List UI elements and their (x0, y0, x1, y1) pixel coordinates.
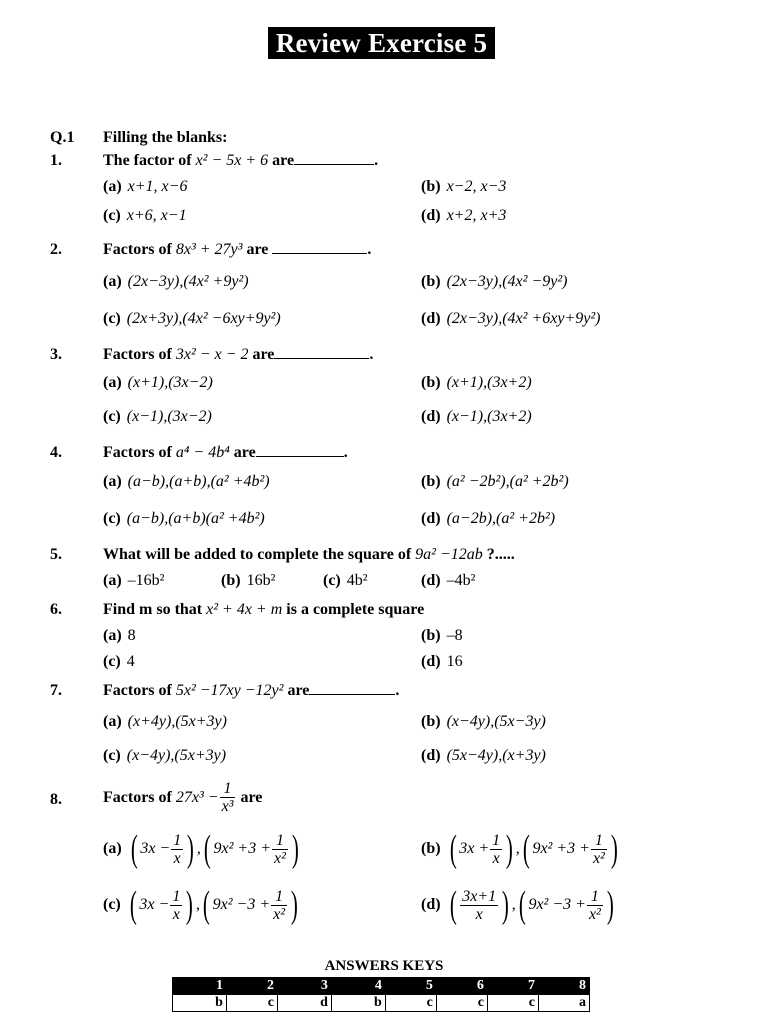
question-prefix: Factors of (103, 241, 172, 258)
option-a (103, 273, 249, 291)
question-tail: . (343, 444, 348, 461)
option-b (421, 273, 567, 291)
answer-keys-header-row (173, 978, 590, 995)
answer-blank (294, 153, 374, 165)
option-text: (x+1),(3x+2) (446, 374, 532, 391)
option-a (103, 572, 164, 590)
option-text: (a−b),(a+b)(a² +4b²) (126, 510, 265, 527)
question-number: 7. (50, 682, 62, 699)
option-c (103, 653, 135, 671)
key-number: 1 (173, 978, 227, 995)
option-label: (c) (103, 653, 121, 670)
option-text: (2x+3y),(4x² −6xy+9y²) (126, 310, 281, 327)
option-text: –4b² (446, 572, 476, 589)
question-prefix: Factors of (103, 346, 172, 363)
question-prefix: Find m so that (103, 601, 203, 618)
question-expression: 5x² −17xy −12y² (175, 682, 284, 699)
option-text: (a−b),(a+b),(a² +4b²) (127, 473, 270, 490)
option-label: (b) (221, 572, 241, 589)
option-text: x−2, x−3 (446, 178, 507, 195)
option-text: (2x−3y),(4x² +6xy+9y²) (446, 310, 601, 327)
question-tail: . (374, 152, 379, 169)
option-c (103, 408, 212, 426)
option-label: (b) (421, 840, 441, 857)
option-text: 4b² (346, 572, 368, 589)
question-number: 3. (50, 346, 62, 363)
answer-blank (309, 683, 395, 695)
option-label: (a) (103, 273, 122, 290)
question-suffix: is a complete square (286, 601, 425, 618)
option-label: (d) (421, 207, 441, 224)
page-title: Review Exercise 5 (268, 27, 495, 59)
option-text: –16b² (127, 572, 165, 589)
option-b (421, 374, 532, 392)
key-answer: b (331, 995, 385, 1012)
question-number: 8. (50, 791, 62, 808)
option-text: 16b² (246, 572, 276, 589)
key-number: 8 (538, 978, 589, 995)
option-label: (b) (421, 713, 441, 730)
option-label: (d) (421, 408, 441, 425)
option-d (421, 207, 506, 225)
option-label: (c) (103, 896, 121, 913)
option-b: (b) ( 3x + $\frac{1}{x}$ ) , ( 9x² +3 + $\frac{1}{\text{x²}}$ ) (421, 828, 618, 870)
question-text (103, 152, 378, 170)
key-number: 7 (487, 978, 538, 995)
question-text (103, 546, 515, 564)
option-a (103, 178, 187, 196)
option-label: (d) (421, 310, 441, 327)
answer-keys-row (173, 995, 590, 1012)
option-text: (5x−4y),(x+3y) (446, 747, 546, 764)
option-text: 4 (126, 653, 135, 670)
option-label: (c) (323, 572, 341, 589)
question-text (103, 241, 371, 259)
option-label: (d) (421, 896, 441, 913)
question-expression: 8x³ + 27y³ (175, 241, 243, 258)
question-expression: 3x² − x − 2 (175, 346, 249, 363)
option-text: 16 (446, 653, 463, 670)
key-answer: a (538, 995, 589, 1012)
option-label: (b) (421, 473, 441, 490)
key-number: 4 (331, 978, 385, 995)
q1-label: Q.1 (50, 129, 75, 146)
option-label: (d) (421, 747, 441, 764)
option-d: (d) ( $\frac{3x+1}{x}$ ) , ( 9x² −3 + $\frac{1}{\text{x²}}$ ) (421, 884, 614, 926)
option-c (103, 747, 226, 765)
option-text: x+2, x+3 (446, 207, 507, 224)
option-d (421, 310, 600, 328)
option-c (103, 207, 187, 225)
question-tail: . (369, 346, 374, 363)
option-c (103, 510, 265, 528)
key-answer: c (226, 995, 277, 1012)
answer-blank (274, 347, 369, 359)
option-a (103, 627, 136, 645)
option-d (421, 572, 475, 590)
question-prefix: The factor of (103, 152, 192, 169)
option-text: x+1, x−6 (127, 178, 188, 195)
key-number: 6 (436, 978, 487, 995)
question-prefix: Factors of (103, 788, 172, 806)
option-label: (b) (421, 374, 441, 391)
option-label: (d) (421, 653, 441, 670)
question-prefix: Factors of (103, 682, 172, 699)
option-text: (2x−3y),(4x² +9y²) (127, 273, 249, 290)
option-a (103, 713, 227, 731)
question-suffix: ?..... (486, 546, 515, 563)
key-number: 3 (277, 978, 331, 995)
key-number: 5 (385, 978, 436, 995)
key-number: 2 (226, 978, 277, 995)
option-text: (x+4y),(5x+3y) (127, 713, 227, 730)
question-suffix: are (240, 788, 263, 806)
option-text: (a−2b),(a² +2b²) (446, 510, 556, 527)
option-a (103, 473, 270, 491)
option-text: (x−4y),(5x+3y) (126, 747, 227, 764)
question-tail: . (367, 241, 372, 258)
question-expression: a⁴ − 4b⁴ (175, 444, 230, 461)
option-b (421, 627, 463, 645)
option-label: (c) (103, 408, 121, 425)
question-text (103, 444, 348, 462)
question-expression: 27x³ − (175, 788, 219, 806)
question-number: 6. (50, 601, 62, 618)
answer-keys-table (172, 977, 590, 1012)
question-expression: 9a² −12ab (415, 546, 483, 563)
option-b (421, 178, 506, 196)
option-c (103, 310, 281, 328)
key-answer: c (436, 995, 487, 1012)
option-text: (x−1),(3x−2) (126, 408, 212, 425)
key-answer: b (173, 995, 227, 1012)
question-text (103, 780, 262, 815)
option-label: (b) (421, 178, 441, 195)
question-number: 4. (50, 444, 62, 461)
question-suffix: are (233, 444, 256, 461)
option-d (421, 747, 546, 765)
key-answer: c (385, 995, 436, 1012)
option-a: (a) ( 3x − $\frac{1}{x}$ ) , ( 9x² +3 + $\frac{1}{\text{x²}}$ ) (103, 828, 299, 870)
question-expression: x² − 5x + 6 (195, 152, 269, 169)
answer-keys-title: ANSWERS KEYS (324, 958, 444, 974)
question-number: 2. (50, 241, 62, 258)
question-number: 5. (50, 546, 62, 563)
option-d (421, 408, 532, 426)
option-label: (b) (421, 627, 441, 644)
option-d (421, 510, 555, 528)
question-prefix: Factors of (103, 444, 172, 461)
option-label: (b) (421, 273, 441, 290)
option-b (421, 713, 546, 731)
option-label: (d) (421, 510, 441, 527)
option-text: (x+1),(3x−2) (127, 374, 213, 391)
option-label: (a) (103, 178, 122, 195)
option-label: (c) (103, 510, 121, 527)
question-prefix: What will be added to complete the square of (103, 546, 412, 563)
question-suffix: are (246, 241, 269, 258)
option-label: (c) (103, 747, 121, 764)
option-text: 8 (127, 627, 136, 644)
option-text: (x−1),(3x+2) (446, 408, 532, 425)
question-text (103, 346, 373, 364)
option-b (221, 572, 275, 590)
answer-blank (256, 445, 344, 457)
question-suffix: are (272, 152, 295, 169)
option-label: (c) (103, 310, 121, 327)
option-label: (a) (103, 713, 122, 730)
option-label: (a) (103, 473, 122, 490)
question-fraction: $\frac{1}{\text{x³}}$ (221, 780, 234, 815)
option-label: (a) (103, 374, 122, 391)
option-text: (a² −2b²),(a² +2b²) (446, 473, 569, 490)
key-answer: d (277, 995, 331, 1012)
question-tail: . (395, 682, 400, 699)
option-text: x+6, x−1 (126, 207, 187, 224)
option-b (421, 473, 569, 491)
key-answer: c (487, 995, 538, 1012)
option-label: (a) (103, 572, 122, 589)
question-text (103, 601, 424, 619)
question-expression: x² + 4x + m (206, 601, 283, 618)
option-label: (a) (103, 840, 122, 857)
option-text: (x−4y),(5x−3y) (446, 713, 546, 730)
q1-heading: Filling the blanks: (103, 129, 228, 146)
option-c (323, 572, 368, 590)
option-text: –8 (446, 627, 463, 644)
question-number: 1. (50, 152, 62, 169)
option-text: (2x−3y),(4x² −9y²) (446, 273, 568, 290)
question-suffix: are (252, 346, 275, 363)
question-text (103, 682, 399, 700)
option-label: (d) (421, 572, 441, 589)
question-suffix: are (287, 682, 310, 699)
option-label: (c) (103, 207, 121, 224)
option-c: (c) ( 3x − $\frac{1}{x}$ ) , ( 9x² −3 + $\frac{1}{\text{x²}}$ ) (103, 884, 298, 926)
option-a (103, 374, 213, 392)
option-label: (a) (103, 627, 122, 644)
option-d (421, 653, 463, 671)
answer-blank (272, 242, 367, 254)
